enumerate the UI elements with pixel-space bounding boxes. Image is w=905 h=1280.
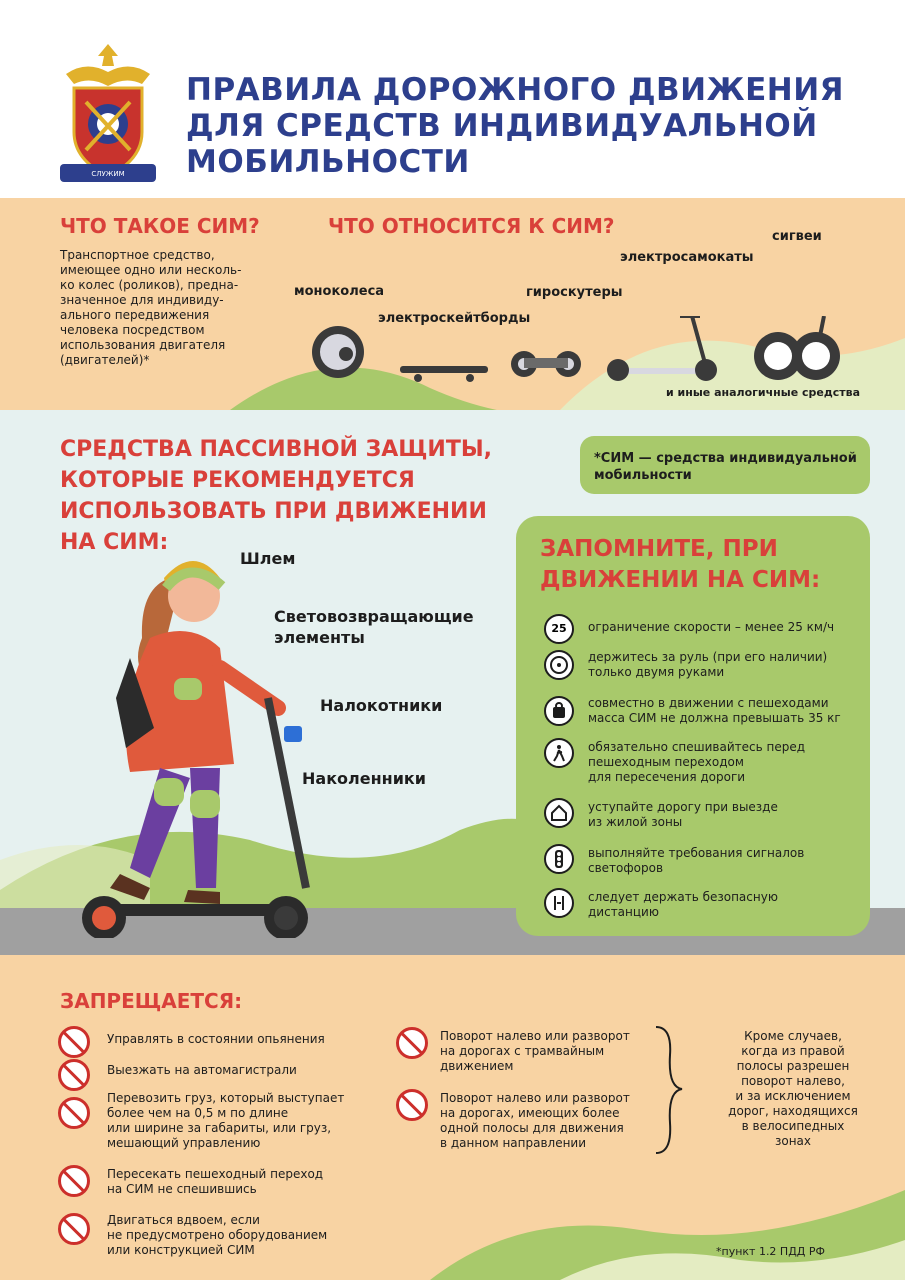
- remember-box: [516, 516, 870, 936]
- remember-heading: ЗАПОМНИТЕ, ПРИ ДВИЖЕНИИ НА СИМ:: [540, 536, 821, 593]
- rule-speed-limit: ограничение скорости – менее 25 км/ч: [588, 620, 835, 634]
- speed-limit-25-icon: 25: [544, 614, 574, 644]
- what-is-heading: ЧТО ТАКОЕ СИМ?: [60, 214, 260, 238]
- protection-item-reflective: Световозвращающие элементы: [274, 607, 474, 647]
- type-label-eskateboard: электроскейтборды: [378, 311, 531, 326]
- no-oversize-cargo-icon: [58, 1097, 90, 1129]
- prohibited-highway: Выезжать на автомагистрали: [107, 1063, 297, 1077]
- protection-section: [0, 410, 905, 955]
- escooter-icon: [607, 316, 717, 381]
- weight-icon: [544, 696, 574, 726]
- page-title: ПРАВИЛА ДОРОЖНОГО ДВИЖЕНИЯ ДЛЯ СРЕДСТВ ИНДИВИДУАЛЬНОЙ МОБИЛЬНОСТИ: [186, 72, 845, 180]
- protection-heading: СРЕДСТВА ПАССИВНОЙ ЗАЩИТЫ, КОТОРЫЕ РЕКОМЕНДУЕТСЯ ИСПОЛЬЗОВАТЬ ПРИ ДВИЖЕНИИ НА СИМ:: [60, 437, 492, 555]
- rule-traffic-lights: выполняйте требования сигналов светофоров: [588, 846, 805, 875]
- curly-brace: [648, 1025, 688, 1155]
- traffic-light-icon: [544, 844, 574, 874]
- header: [0, 0, 905, 198]
- prohibited-turn-tram: Поворот налево или разворот на дорогах с трамвайным движением: [440, 1029, 630, 1073]
- protection-item-elbow-pads: Налокотники: [320, 696, 443, 715]
- no-turn-tram-icon: [396, 1027, 428, 1059]
- other-vehicles-note: и иные аналогичные средства: [666, 386, 861, 399]
- pedestrian-crossing-icon: [544, 738, 574, 768]
- sim-footnote-box: [580, 436, 870, 494]
- prohibited-section: [0, 955, 905, 1280]
- protection-item-knee-pads: Наколенники: [302, 769, 426, 788]
- footer-note: *пункт 1.2 ПДД РФ: [716, 1245, 825, 1258]
- no-highway-icon: [58, 1059, 90, 1091]
- residential-zone-icon: [544, 798, 574, 828]
- prohibited-oversize-cargo: Перевозить груз, который выступает более чем на 0,5 м по длине или ширине за габариты, или груз, мешающий управлению: [107, 1091, 345, 1150]
- prohibited-double-riding: Двигаться вдвоем, если не предусмотрено оборудованием или конструкцией СИМ: [107, 1213, 328, 1257]
- prohibited-heading: ЗАПРЕЩАЕТСЯ:: [60, 989, 243, 1013]
- types-heading: ЧТО ОТНОСИТСЯ К СИМ?: [328, 214, 615, 238]
- monowheel-icon: [312, 326, 364, 378]
- steering-wheel-icon: [544, 650, 574, 680]
- type-label-hoverboard: гироскутеры: [526, 285, 623, 300]
- type-label-escooter: электросамокаты: [620, 250, 754, 265]
- vehicles-illustration: [300, 316, 860, 390]
- prohibited-riding-crosswalk: Пересекать пешеходный переход на СИМ не спешившись: [107, 1167, 324, 1196]
- distance-icon: [544, 888, 574, 918]
- rule-safe-distance: следует держать безопасную дистанцию: [588, 890, 778, 919]
- sim-definition-section: [0, 198, 905, 410]
- rule-weight-limit: совместно в движении с пешеходами масса СИМ не должна превышать 35 кг: [588, 696, 841, 725]
- sim-definition: Транспортное средство, имеющее одно или несколь- ко колес (роликов), предна- значенное для индивиду- ального передвижения человека посредством использования двигателя (двигателей)*: [60, 248, 242, 367]
- rule-steering-wheel: держитесь за руль (при его наличии) только двумя руками: [588, 650, 828, 679]
- rule-yield-residential: уступайте дорогу при выезде из жилой зоны: [588, 800, 778, 829]
- no-riding-crosswalk-icon: [58, 1165, 90, 1197]
- rule-dismount-crossing: обязательно спешивайтесь перед пешеходным переходом для пересечения дороги: [588, 740, 806, 784]
- hoverboard-icon: [511, 351, 581, 377]
- footnote-line-2: мобильности: [594, 468, 692, 483]
- protection-item-helmet: Шлем: [240, 549, 296, 568]
- emblem-text: СЛУЖИМ: [91, 170, 125, 178]
- no-turn-multilane-icon: [396, 1089, 428, 1121]
- girl-on-scooter-illustration: [70, 548, 320, 938]
- type-label-segway: сигвеи: [772, 229, 822, 244]
- prohibited-turn-multilane: Поворот налево или разворот на дорогах, имеющих более одной полосы для движения в данном направлении: [440, 1091, 630, 1150]
- police-emblem-icon: [56, 40, 160, 186]
- prohibited-exceptions: Кроме случаев, когда из правой полосы разрешен поворот налево, и за исключением дорог, находящихся в велосипедных зонах: [728, 1029, 858, 1148]
- segway-icon: [754, 316, 840, 380]
- no-alcohol-icon: [58, 1026, 90, 1058]
- prohibited-drunk-driving: Управлять в состоянии опьянения: [107, 1032, 325, 1046]
- type-label-monowheel: моноколеса: [294, 284, 385, 299]
- eskateboard-icon: [400, 366, 488, 382]
- footnote-line-1: *СИМ — средства индивидуальной: [594, 451, 857, 466]
- no-double-riding-icon: [58, 1213, 90, 1245]
